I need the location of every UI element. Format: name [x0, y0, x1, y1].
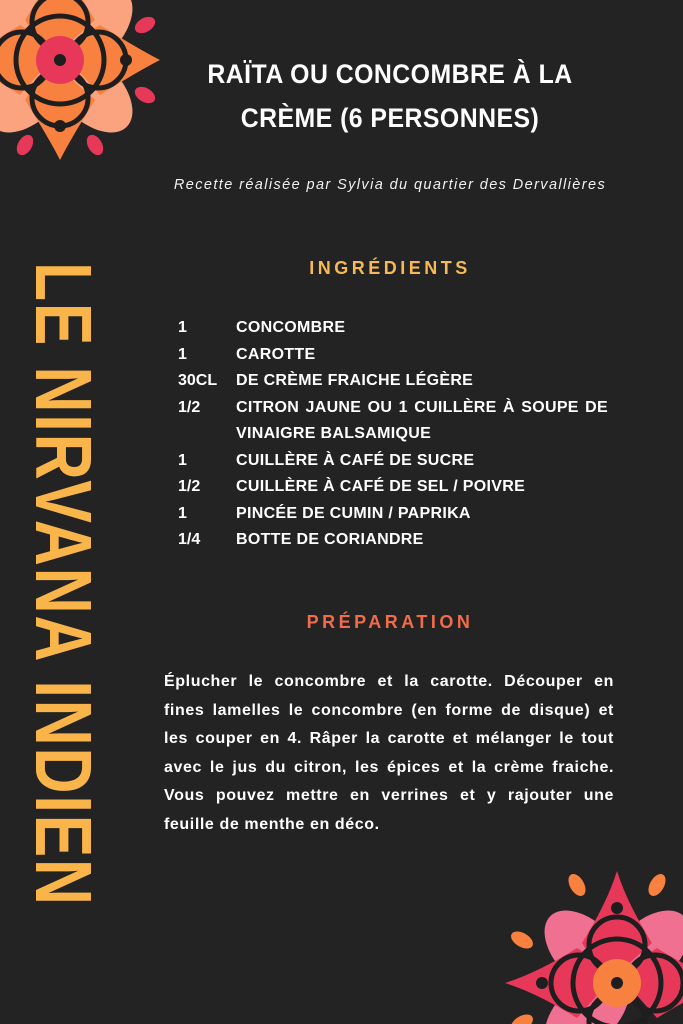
ingredient-quantity: 30CL	[178, 372, 218, 389]
ingredients-list	[178, 315, 608, 554]
ingredient-row	[178, 527, 608, 554]
preparation-heading: PRÉPARATION	[306, 612, 474, 632]
ingredient-row	[178, 342, 608, 369]
ingredient-quantity: 1	[178, 319, 187, 336]
ingredient-row	[178, 448, 608, 475]
ingredient-quantity: 1/2	[178, 398, 201, 416]
ingredient-name: CUILLÈRE À CAFÉ DE SUCRE	[236, 451, 475, 469]
ingredients-heading: INGRÉDIENTS	[309, 258, 471, 278]
ingredient-quantity: 1	[178, 451, 187, 469]
ingredient-row	[178, 395, 608, 448]
recipe-subtitle: Recette réalisée par Sylvia du quartier des Dervallières	[173, 177, 607, 193]
recipe-title: RAÏTA OU CONCOMBRE À LA CRÈME (6 PERSONNES)	[207, 59, 573, 133]
ingredient-name: CONCOMBRE	[236, 319, 346, 336]
ingredient-quantity: 1	[178, 504, 187, 522]
ingredient-row	[178, 501, 608, 528]
ingredient-name: CITRON JAUNE OU 1 CUILLÈRE À SOUPE DE VINAIGRE BALSAMIQUE	[236, 398, 608, 442]
ingredient-quantity: 1/2	[178, 478, 201, 495]
ingredient-row	[178, 315, 608, 342]
side-title: LE NIRVANA INDIEN	[19, 262, 108, 907]
ingredient-name: CUILLÈRE À CAFÉ DE SEL / POIVRE	[236, 478, 526, 495]
mandala-flower-icon	[500, 860, 683, 1024]
ingredient-name: PINCÉE DE CUMIN / PAPRIKA	[236, 504, 471, 522]
ingredient-name: DE CRÈME FRAICHE LÉGÈRE	[236, 372, 474, 389]
ingredient-name: BOTTE DE CORIANDRE	[236, 531, 424, 548]
ingredient-name: CAROTTE	[236, 345, 316, 363]
ingredient-row	[178, 368, 608, 395]
ingredient-row	[178, 474, 608, 501]
ingredient-quantity: 1	[178, 345, 187, 363]
mandala-flower-icon	[0, 0, 170, 170]
ingredient-quantity: 1/4	[178, 531, 201, 548]
preparation-text: Éplucher le concombre et la carotte. Découper en fines lamelles le concombre (en forme de disque) et les couper en 4. Râper la carotte et mélanger le tout avec le jus du citron, les épices et la crème fraiche. Vous pouvez mettre en verrines et y rajouter une feuille de menthe en déco.	[164, 673, 614, 833]
